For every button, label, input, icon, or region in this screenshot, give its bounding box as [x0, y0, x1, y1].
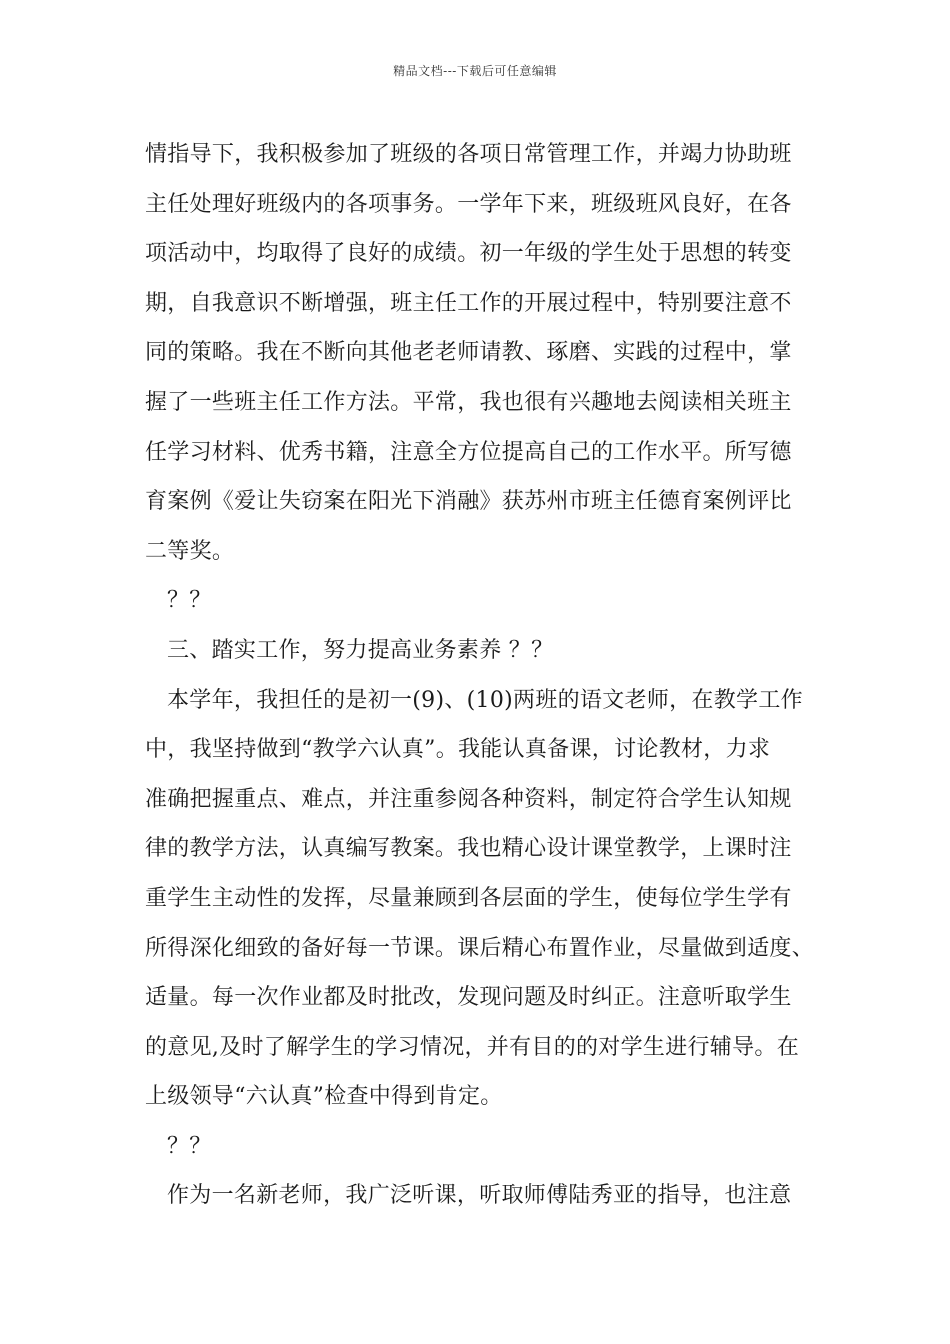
text-line: 握了一些班主任工作方法。平常，我也很有兴趣地去阅读相关班主: [145, 389, 792, 415]
text-line: 期，自我意识不断增强，班主任工作的开展过程中，特别要注意不: [145, 290, 792, 316]
text-line: 三、踏实工作，努力提高业务素养 ？？: [167, 637, 554, 663]
text-line: 同的策略。我在不断向其他老老师请教、琢磨、实践的过程中，掌: [145, 340, 792, 366]
text-line: 本学年，我担任的是初一(9)、(10)两班的语文老师，在教学工作: [167, 687, 803, 713]
text-line: 作为一名新老师，我广泛听课，听取师傅陆秀亚的指导，也注意: [167, 1183, 792, 1209]
text-line: 中，我坚持做到“教学六认真”。我能认真备课，讨论教材，力求: [145, 737, 771, 763]
text-line: 准确把握重点、难点，并注重参阅各种资料，制定符合学生认知规: [145, 786, 792, 812]
text-line: 任学习材料、优秀书籍，注意全方位提高自己的工作水平。所写德: [145, 439, 792, 465]
text-line: 所得深化细致的备好每一节课。课后精心布置作业，尽量做到适度、: [145, 935, 815, 961]
text-line: 二等奖。: [145, 538, 235, 564]
text-line: 主任处理好班级内的各项事务。一学年下来，班级班风良好，在各: [145, 191, 792, 217]
text-line: 重学生主动性的发挥，尽量兼顾到各层面的学生，使每位学生学有: [145, 885, 792, 911]
text-line: 育案例《爱让失窃案在阳光下消融》获苏州市班主任德育案例评比: [145, 489, 792, 515]
text-line: 律的教学方法，认真编写教案。我也精心设计课堂教学，上课时注: [145, 836, 792, 862]
document-body: [145, 130, 835, 1221]
text-line: 的意见,及时了解学生的学习情况，并有目的的对学生进行辅导。在: [145, 1034, 799, 1060]
text-line: ？？: [167, 588, 212, 614]
text-line: 适量。每一次作业都及时批改，发现问题及时纠正。注意听取学生: [145, 985, 792, 1011]
text-line: ？？: [167, 1133, 212, 1159]
page-header: 精品文档---下载后可任意编辑: [393, 64, 557, 78]
text-line: 上级领导“六认真”检查中得到肯定。: [145, 1084, 503, 1110]
text-line: 情指导下，我积极参加了班级的各项日常管理工作，并竭力协助班: [145, 142, 792, 167]
text-line: 项活动中，均取得了良好的成绩。初一年级的学生处于思想的转变: [145, 241, 792, 267]
